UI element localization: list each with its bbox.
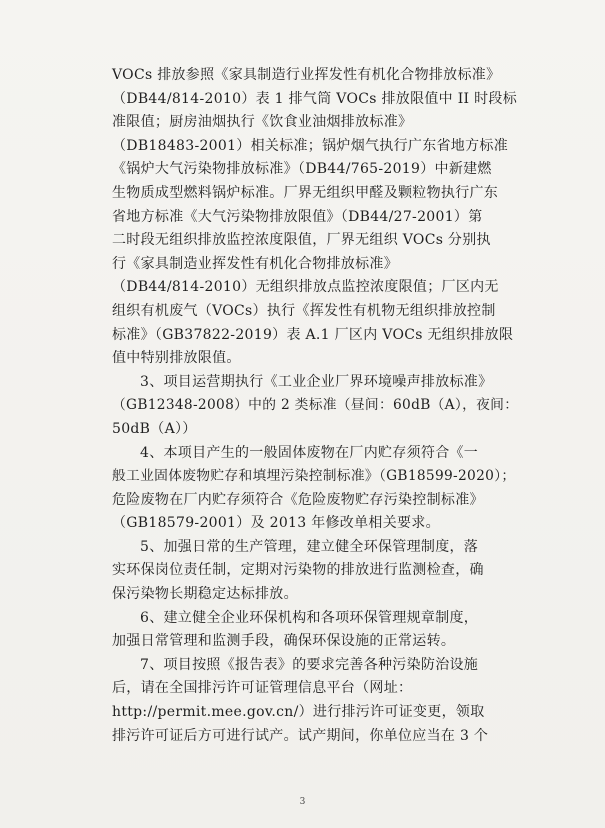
text-line: 般工业固体废物贮存和填埋污染控制标准》（GB18599-2020）； bbox=[112, 468, 516, 485]
text-line: 加强日常管理和监测手段，确保环保设施的正常运转。 bbox=[112, 633, 456, 650]
text-line: 3、项目运营期执行《工业企业厂界环境噪声排放标准》 bbox=[140, 373, 493, 390]
text-line: （GB12348-2008）中的 2 类标准（昼间：60dB（A），夜间： bbox=[112, 397, 519, 414]
text-line: （DB44/814-2010）表 1 排气筒 VOCs 排放限值中 II 时段标 bbox=[112, 90, 518, 107]
text-line: （DB18483-2001）相关标准；锅炉烟气执行广东省地方标准 bbox=[112, 137, 509, 154]
text-line: 省地方标准《大气污染物排放限值》（DB44/27-2001）第 bbox=[112, 208, 483, 225]
text-line: 生物质成型燃料锅炉标准。厂界无组织甲醛及颗粒物执行广东 bbox=[112, 184, 499, 201]
text-line: 排污许可证后方可进行试产。试产期间，你单位应当在 3 个 bbox=[112, 727, 489, 744]
text-line: 值中特别排放限值。 bbox=[112, 350, 241, 367]
text-line: （DB44/814-2010）无组织排放点监控浓度限值；厂区内无 bbox=[112, 279, 499, 296]
document-body bbox=[112, 64, 522, 748]
text-line: 5、加强日常的生产管理，建立健全环保管理制度，落 bbox=[140, 538, 479, 555]
text-line: 《锅炉大气污染物排放标准》（DB44/765-2019）中新建燃 bbox=[112, 161, 492, 178]
text-line: 保污染物长期稳定达标排放。 bbox=[112, 586, 298, 603]
text-line: 危险废物在厂内贮存须符合《危险废物贮存污染控制标准》 bbox=[112, 491, 484, 508]
text-line: （GB18579-2001）及 2013 年修改单相关要求。 bbox=[112, 515, 440, 532]
text-line: 行《家具制造业挥发性有机化合物排放标准》 bbox=[112, 255, 398, 272]
text-line: 实环保岗位责任制，定期对污染物的排放进行监测检查，确 bbox=[112, 562, 484, 579]
text-line: http://permit.mee.gov.cn/）进行排污许可证变更，领取 bbox=[112, 704, 485, 721]
text-line: 准限值；厨房油烟执行《饮食业油烟排放标准》 bbox=[112, 114, 413, 131]
text-line: 50dB（A）） bbox=[112, 420, 197, 437]
page-number: 3 bbox=[299, 797, 306, 807]
text-line: 组织有机废气（VOCs）执行《挥发性有机物无组织排放控制 bbox=[112, 302, 496, 319]
text-line: 二时段无组织排放监控浓度限值，厂界无组织 VOCs 分别执 bbox=[112, 232, 491, 249]
text-line: 7、项目按照《报告表》的要求完善各种污染防治设施 bbox=[140, 656, 479, 673]
text-line: 后，请在全国排污许可证管理信息平台（网址： bbox=[112, 680, 413, 697]
text-line: 6、建立健全企业环保机构和各项环保管理规章制度， bbox=[140, 609, 479, 626]
text-line: 标准》（GB37822-2019）表 A.1 厂区内 VOCs 无组织排放限 bbox=[112, 326, 514, 343]
text-line: 4、本项目产生的一般固体废物在厂内贮存须符合《一 bbox=[140, 444, 479, 461]
text-line: VOCs 排放参照《家具制造行业挥发性有机化合物排放标准》 bbox=[112, 67, 501, 83]
